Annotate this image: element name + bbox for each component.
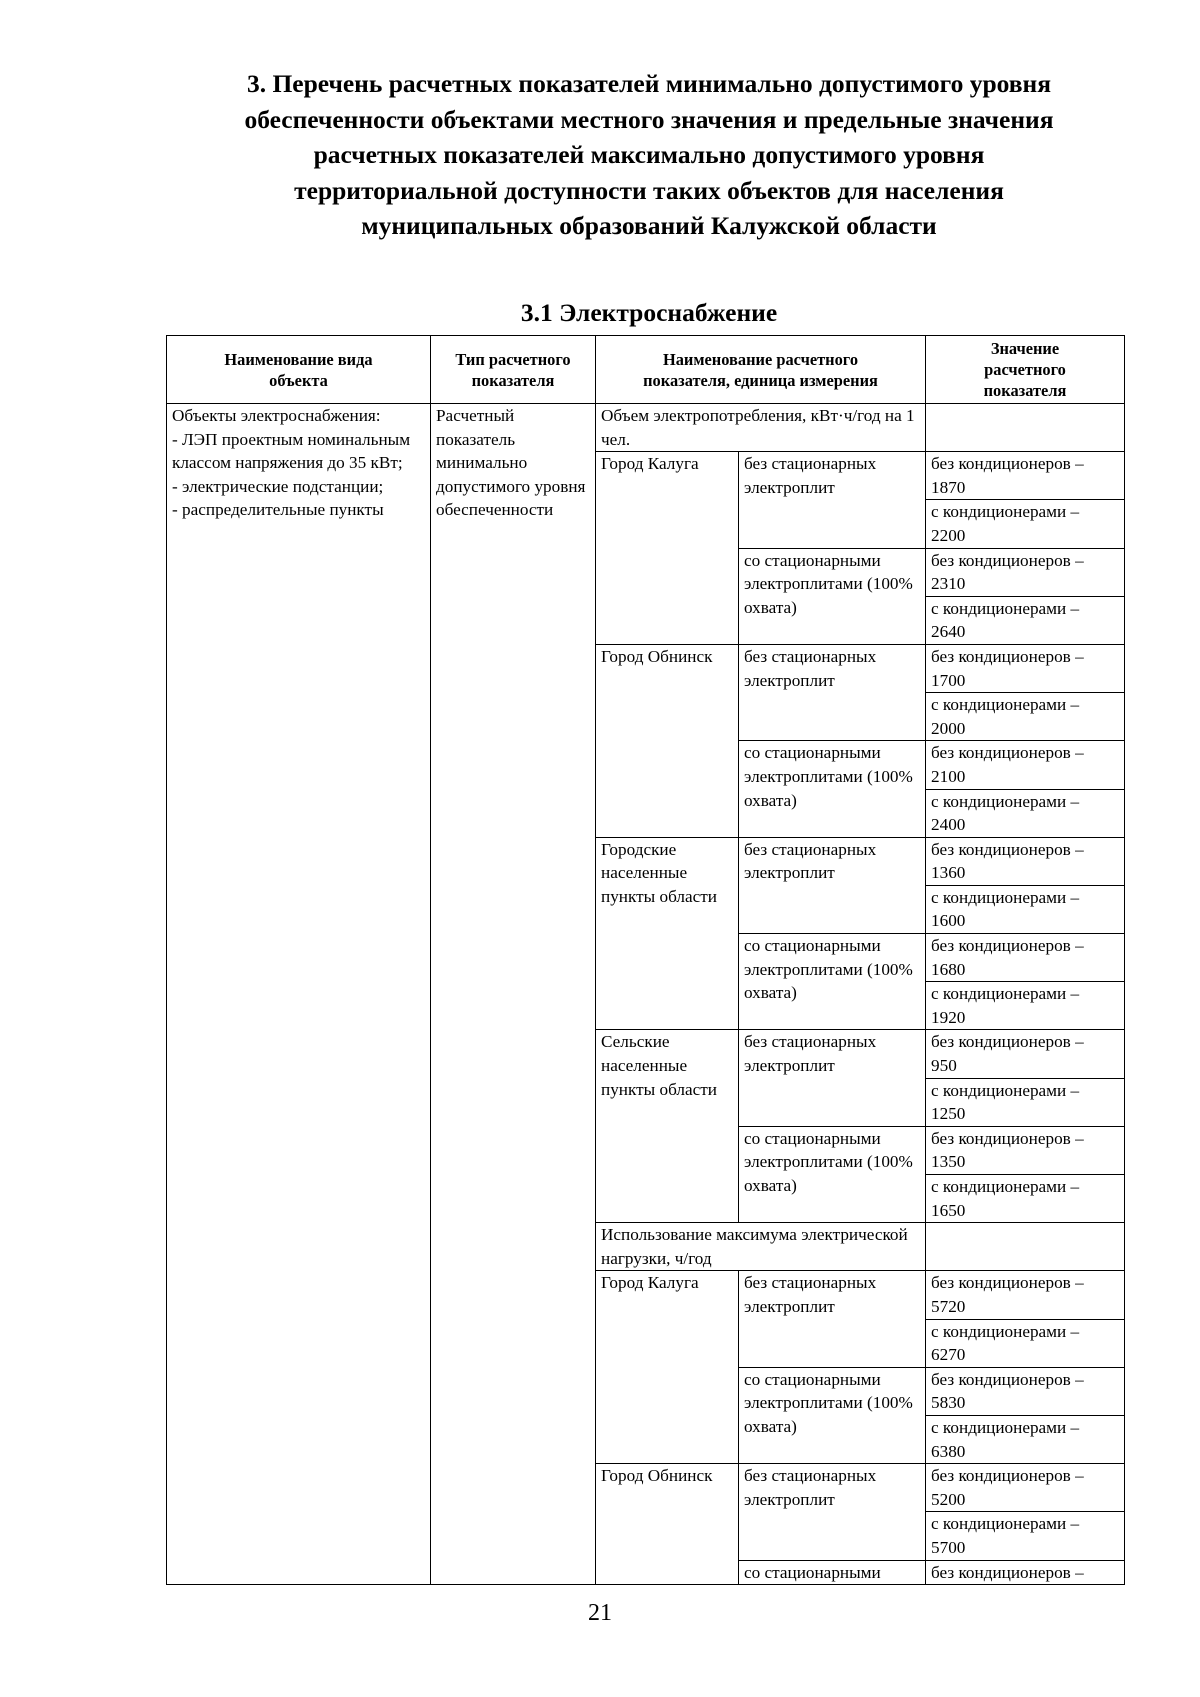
value-cell: с кондиционерами – 1250	[926, 1078, 1125, 1126]
header-indicator-type: Тип расчетного показателя	[431, 336, 596, 404]
heading-line: расчетных показателей максимально допустимого уровня	[313, 140, 985, 169]
value-cell: без кондиционеров – 1870	[926, 452, 1125, 500]
indicator-name-cell: Объем электропотребления, кВт·ч/год на 1 чел.	[596, 404, 926, 452]
heading-line: обеспеченности объектами местного значения и предельные значения	[244, 104, 1054, 134]
object-type-cell: Объекты электроснабжения: - ЛЭП проектным номинальным классом напряжения до 35 кВт; - электрические подстанции; - распределительные пункты	[167, 404, 431, 1585]
value-cell: без кондиционеров – 950	[926, 1030, 1125, 1078]
place-cell: Город Обнинск	[596, 644, 739, 837]
value-cell: без кондиционеров – 5200	[926, 1464, 1125, 1512]
value-cell: с кондиционерами – 1650	[926, 1175, 1125, 1223]
stove-type-cell: без стационарных электроплит	[739, 644, 926, 740]
value-cell	[926, 1223, 1125, 1271]
heading-line: территориальной доступности таких объектов для населения	[294, 175, 1004, 205]
table-body	[167, 404, 1125, 1585]
value-cell: без кондиционеров – 2100	[926, 741, 1125, 789]
table-row	[167, 404, 1125, 452]
stove-type-cell: со стационарными	[739, 1560, 926, 1585]
stove-type-cell: со стационарными электроплитами (100% охвата)	[739, 1367, 926, 1463]
header-object-type: Наименование вида объекта	[167, 336, 431, 404]
indicator-name-cell: Использование максимума электрической нагрузки, ч/год	[596, 1223, 926, 1271]
stove-type-cell: со стационарными электроплитами (100% охвата)	[739, 741, 926, 837]
value-cell: без кондиционеров –	[926, 1560, 1125, 1585]
indicators-table	[166, 335, 1125, 1585]
value-cell: с кондиционерами – 1920	[926, 982, 1125, 1030]
value-cell: без кондиционеров – 2310	[926, 548, 1125, 596]
page-number: 21	[588, 1600, 612, 1626]
place-cell: Городские населенные пункты области	[596, 837, 739, 1030]
value-cell: с кондиционерами – 2200	[926, 500, 1125, 548]
value-cell: с кондиционерами – 6380	[926, 1415, 1125, 1463]
value-cell: без кондиционеров – 5830	[926, 1367, 1125, 1415]
value-cell: с кондиционерами – 5700	[926, 1512, 1125, 1560]
value-cell: без кондиционеров – 1700	[926, 644, 1125, 692]
stove-type-cell: без стационарных электроплит	[739, 837, 926, 933]
value-cell: с кондиционерами – 1600	[926, 885, 1125, 933]
stove-type-cell: без стационарных электроплит	[739, 1464, 926, 1560]
place-cell: Город Обнинск	[596, 1464, 739, 1585]
place-cell: Город Калуга	[596, 452, 739, 645]
value-cell: без кондиционеров – 1350	[926, 1126, 1125, 1174]
value-cell: с кондиционерами – 2000	[926, 693, 1125, 741]
stove-type-cell: без стационарных электроплит	[739, 452, 926, 548]
table-header-row	[167, 336, 1125, 404]
value-cell: с кондиционерами – 2400	[926, 789, 1125, 837]
place-cell: Сельские населенные пункты области	[596, 1030, 739, 1223]
value-cell	[926, 404, 1125, 452]
value-cell: без кондиционеров – 1360	[926, 837, 1125, 885]
stove-type-cell: без стационарных электроплит	[739, 1030, 926, 1126]
header-indicator-name: Наименование расчетного показателя, единица измерения	[596, 336, 926, 404]
header-indicator-value: Значение расчетного показателя	[926, 336, 1125, 404]
indicator-type-cell: Расчетный показатель минимально допустимого уровня обеспеченности	[431, 404, 596, 1585]
section-title: 3.1 Электроснабжение	[520, 298, 778, 327]
value-cell: с кондиционерами – 2640	[926, 596, 1125, 644]
value-cell: с кондиционерами – 6270	[926, 1319, 1125, 1367]
place-cell: Город Калуга	[596, 1271, 739, 1464]
document-heading	[150, 66, 1148, 244]
stove-type-cell: без стационарных электроплит	[739, 1271, 926, 1367]
value-cell: без кондиционеров – 5720	[926, 1271, 1125, 1319]
stove-type-cell: со стационарными электроплитами (100% охвата)	[739, 934, 926, 1030]
stove-type-cell: со стационарными электроплитами (100% охвата)	[739, 548, 926, 644]
value-cell: без кондиционеров – 1680	[926, 934, 1125, 982]
heading-line: муниципальных образований Калужской области	[361, 211, 937, 240]
heading-line: 3. Перечень расчетных показателей минимально допустимого уровня	[246, 69, 1052, 98]
stove-type-cell: со стационарными электроплитами (100% охвата)	[739, 1126, 926, 1222]
